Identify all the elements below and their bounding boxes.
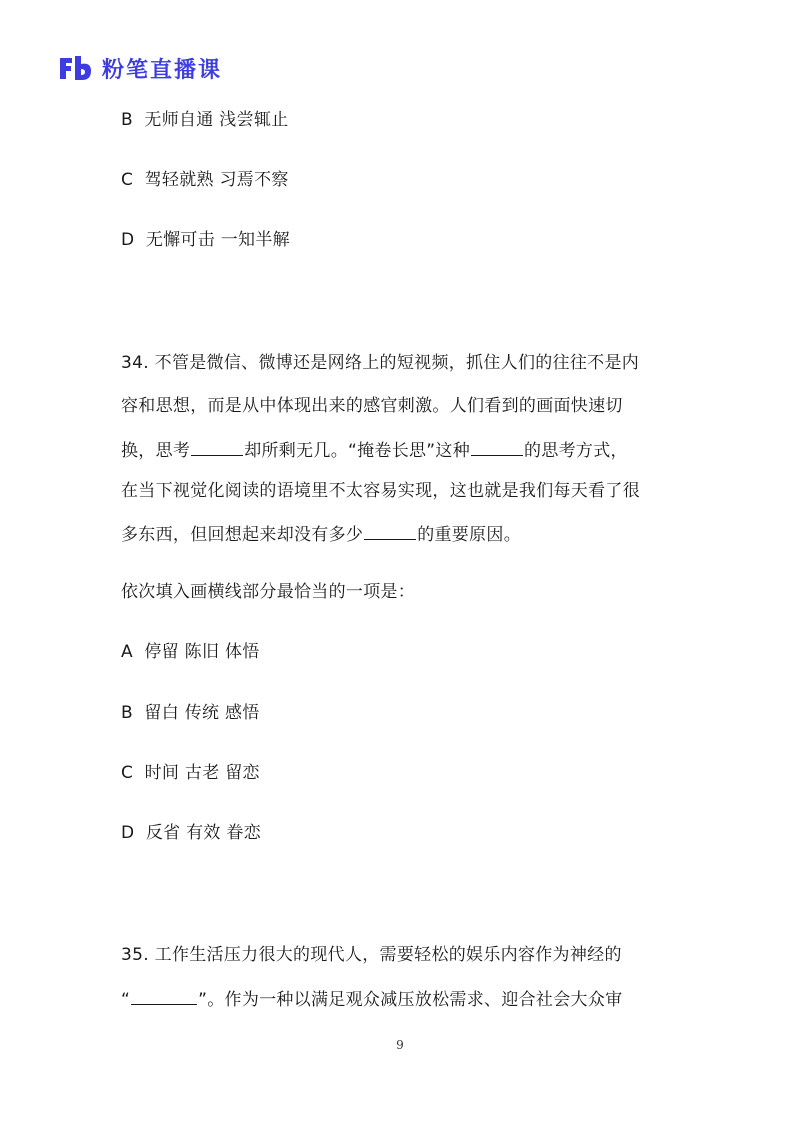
q34-line-5 xyxy=(121,521,521,547)
option-text: 反省 有效 眷恋 xyxy=(145,823,262,843)
option-text: 无师自通 浅尝辄止 xyxy=(144,110,289,130)
q34-prompt: 依次填入画横线部分最恰当的一项是： xyxy=(121,582,416,602)
q34-text: 的思考方式， xyxy=(524,441,628,461)
page-number: 9 xyxy=(396,1038,404,1052)
q34-option-a xyxy=(121,640,260,664)
option-letter: D xyxy=(121,823,135,843)
q34-text: 换，思考 xyxy=(121,441,191,461)
option-text: 无懈可击 一知半解 xyxy=(145,230,290,250)
q35-text: “ xyxy=(121,990,131,1010)
q34-text: 在当下视觉化阅读的语境里不太容易实现，这也就是我们每天看了很 xyxy=(121,481,640,501)
q34-text: 34. 不管是微信、微博还是网络上的短视频，抓住人们的往往不是内 xyxy=(121,353,640,373)
fill-blank xyxy=(131,986,197,1005)
option-text: 留白 传统 感悟 xyxy=(144,703,260,723)
q34-line-2 xyxy=(121,394,623,418)
q35-text: ”。作为一种以满足观众减压放松需求、迎合社会大众审 xyxy=(198,990,623,1010)
option-letter: C xyxy=(121,763,134,783)
q34-line-3 xyxy=(121,437,628,463)
q34-option-c xyxy=(121,761,260,785)
q34-line-4 xyxy=(121,479,640,503)
q34-option-b xyxy=(121,701,260,725)
q33-option-b xyxy=(121,108,289,132)
option-letter: B xyxy=(121,703,133,723)
option-text: 驾轻就熟 习焉不察 xyxy=(144,170,289,190)
q34-text: 多东西，但回想起来却没有多少 xyxy=(121,525,364,545)
fenbi-logo-icon xyxy=(58,54,94,82)
option-letter: C xyxy=(121,170,134,190)
option-letter: A xyxy=(121,642,133,662)
option-text: 停留 陈旧 体悟 xyxy=(144,642,260,662)
fill-blank xyxy=(191,437,243,456)
q33-option-d xyxy=(121,228,290,252)
q35-line-2 xyxy=(121,986,622,1012)
q34-text: 却所剩无几。“掩卷长思”这种 xyxy=(244,441,471,461)
logo-text: 粉笔直播课 xyxy=(102,57,223,83)
brand-logo xyxy=(58,52,222,84)
q33-option-c xyxy=(121,168,289,192)
q34-text: 的重要原因。 xyxy=(417,525,522,545)
option-letter: B xyxy=(121,110,133,130)
fill-blank xyxy=(471,437,523,456)
q34-text: 容和思想，而是从中体现出来的感官刺激。人们看到的画面快速切 xyxy=(121,396,623,416)
q35-line-1: 35. 工作生活压力很大的现代人，需要轻松的娱乐内容作为神经的 xyxy=(121,945,622,965)
option-letter: D xyxy=(121,230,135,250)
q34-line-1 xyxy=(121,351,639,375)
option-text: 时间 古老 留恋 xyxy=(144,763,260,783)
fill-blank xyxy=(364,521,416,540)
q34-option-d xyxy=(121,821,261,845)
